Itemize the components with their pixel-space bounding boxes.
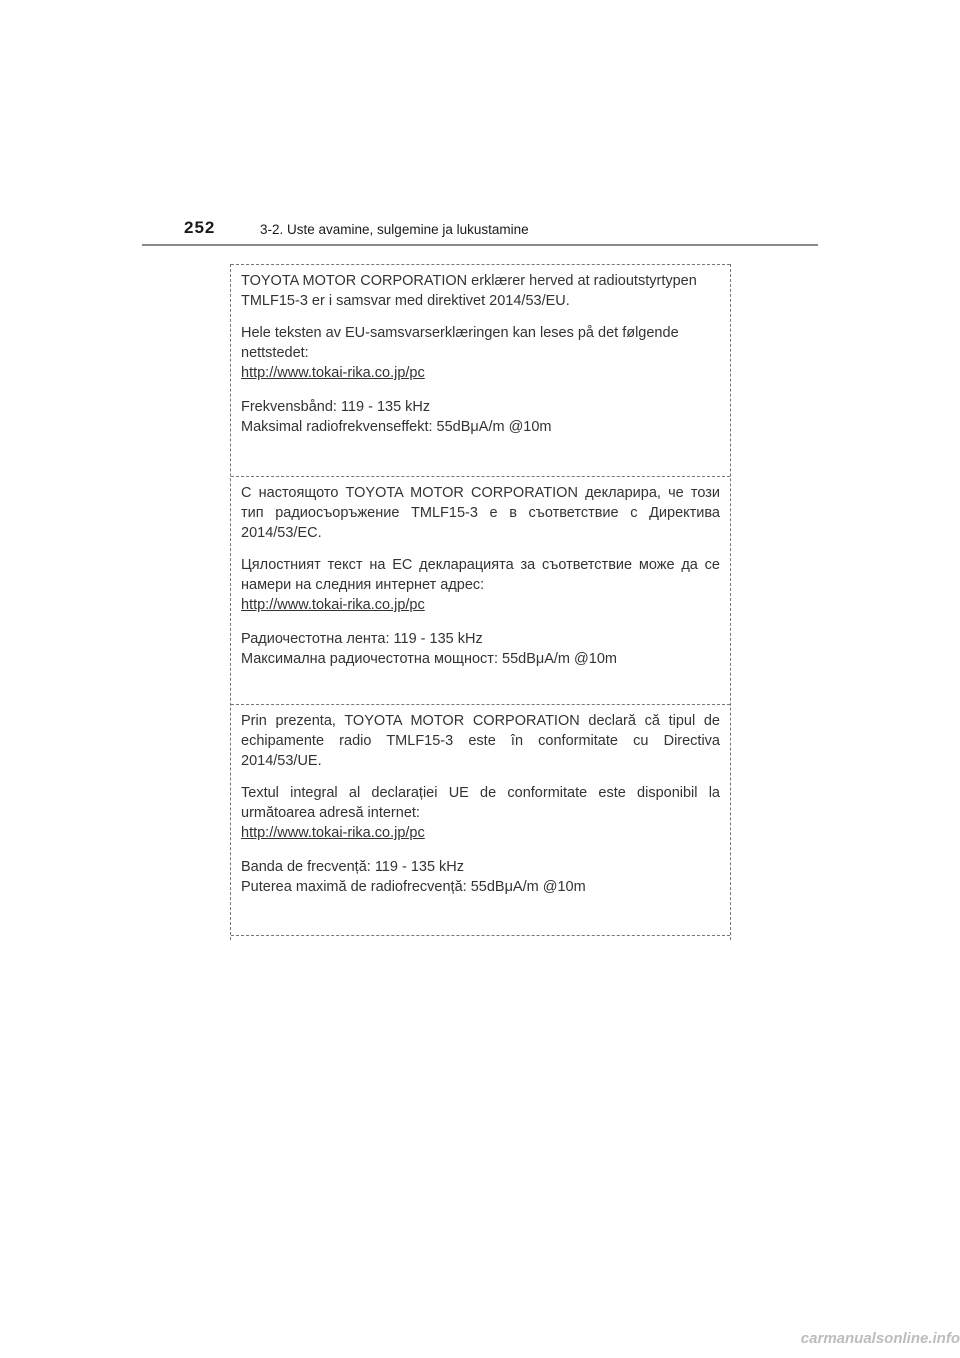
declaration-url-link[interactable]: http://www.tokai-rika.co.jp/pc (241, 365, 425, 381)
max-power: Maksimal radiofrekvenseffekt: 55dBμA/m @10m (241, 419, 552, 435)
declaration-box (230, 264, 731, 940)
declaration-intro: С настоящото TOYOTA MOTOR CORPORATION декларира, че този тип радиосъоръжение TMLF15-3 е в съответствие с Директива 2014/53/ЕС. (241, 485, 720, 541)
declaration-romanian (231, 704, 730, 936)
page-number: 252 (184, 218, 216, 237)
max-power: Максимална радиочестотна мощност: 55dBμA/m @10m (241, 651, 617, 667)
frequency-band: Banda de frecvență: 119 - 135 kHz (241, 859, 465, 875)
frequency-band: Frekvensbånd: 119 - 135 kHz (241, 399, 431, 415)
declaration-norwegian (231, 264, 730, 476)
header-divider (142, 244, 818, 246)
declaration-url-link[interactable]: http://www.tokai-rika.co.jp/pc (241, 825, 425, 841)
declaration-intro: Prin prezenta, TOYOTA MOTOR CORPORATION declară că tipul de echipamente radio TMLF15-3 este în conformitate cu Directiva 2014/53/UE. (241, 713, 720, 769)
declaration-url-link[interactable]: http://www.tokai-rika.co.jp/pc (241, 597, 425, 613)
declaration-full-text: Textul integral al declarației UE de conformitate este disponibil la următoarea adresă internet: (241, 785, 720, 821)
site-watermark: carmanualsonline.info (800, 1330, 960, 1347)
declaration-full-text: Hele teksten av EU-samsvarserklæringen kan leses på det følgende nettstedet: (241, 325, 679, 361)
frequency-band: Радиочестотна лента: 119 - 135 kHz (241, 631, 483, 647)
declaration-bulgarian (231, 476, 730, 704)
page-header (142, 210, 818, 246)
section-title: 3-2. Uste avamine, sulgemine ja lukustamine (260, 222, 529, 237)
max-power: Puterea maximă de radiofrecvență: 55dBμA/m @10m (241, 879, 586, 895)
declaration-full-text: Цялостният текст на ЕС декларацията за съответствие може да се намери на следния интернет адрес: (241, 557, 720, 593)
declaration-intro: TOYOTA MOTOR CORPORATION erklærer herved at radioutstyrtypen TMLF15-3 er i samsvar med direktivet 2014/53/EU. (241, 273, 697, 309)
